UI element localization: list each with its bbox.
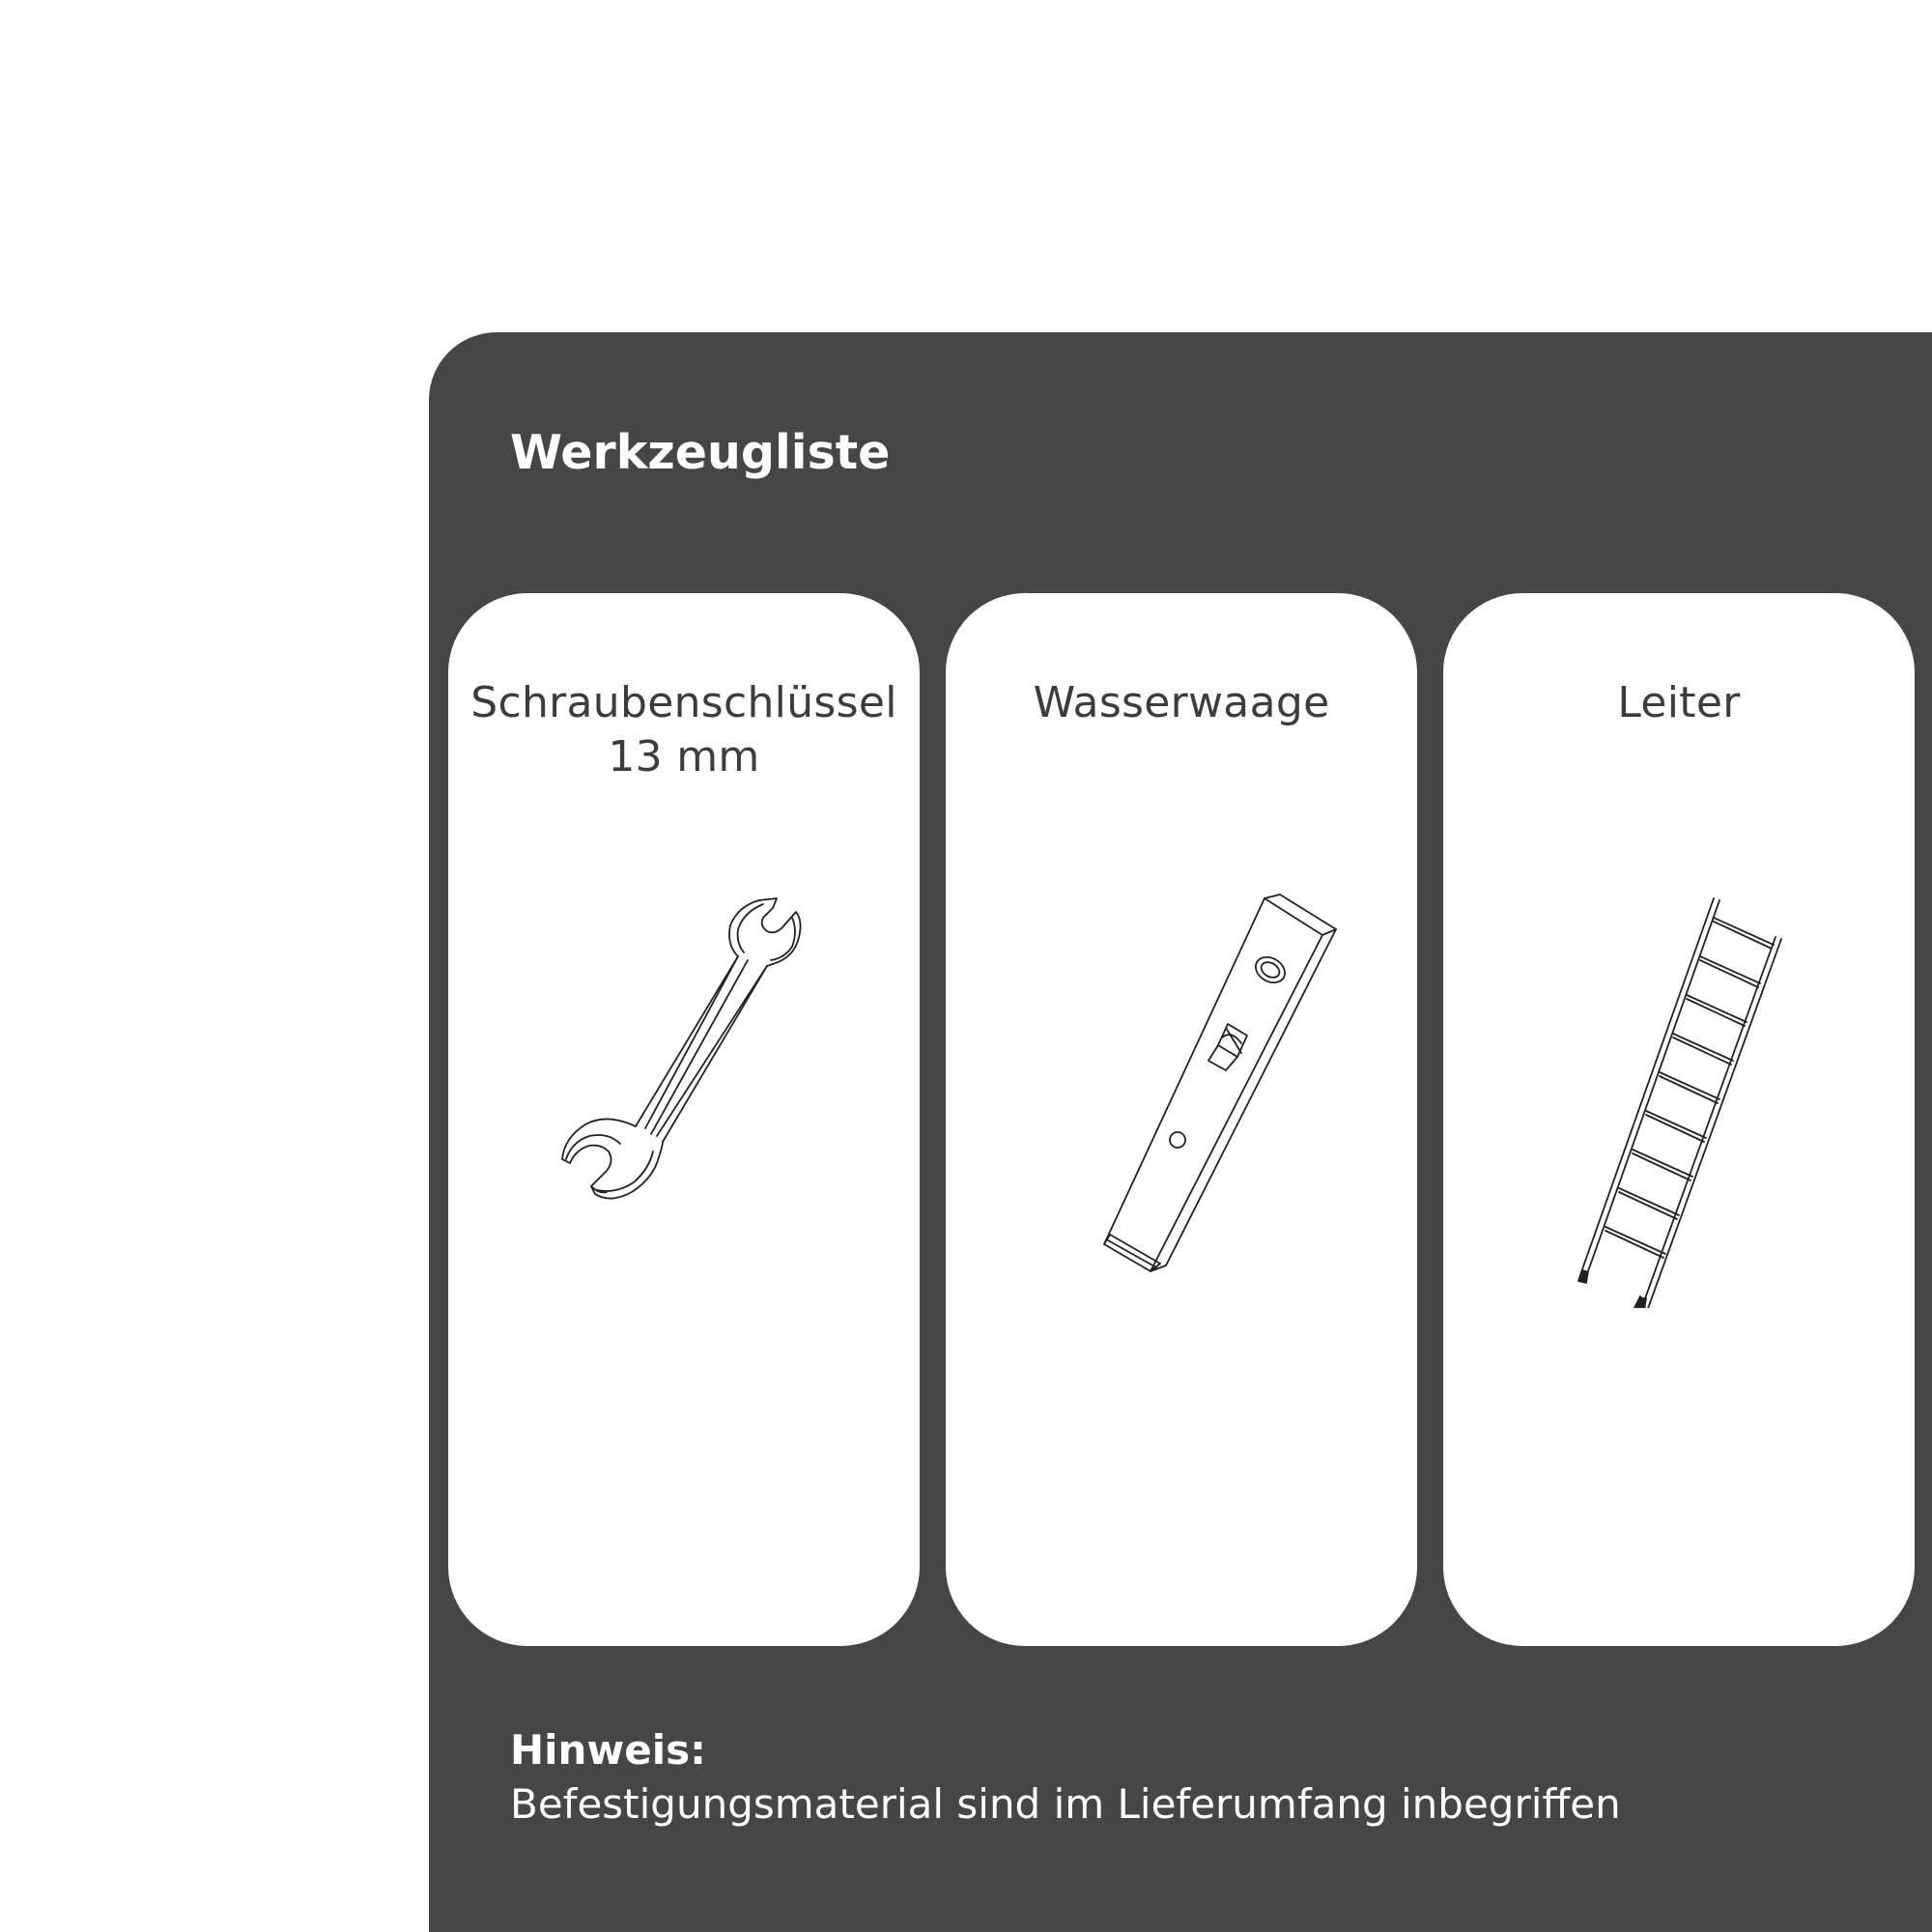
tool-card-spirit-level (946, 593, 1417, 1646)
ladder-icon (1486, 883, 1872, 1308)
tool-label: Leiter (1617, 678, 1741, 727)
note-section (510, 1723, 1621, 1832)
tool-label: Wasserwaage (1033, 678, 1330, 727)
tool-list-panel (429, 332, 1932, 1932)
tool-label: Schraubenschlüssel 13 mm (470, 678, 897, 781)
tool-card-ladder (1443, 593, 1915, 1646)
panel-title: Werkzeugliste (510, 425, 891, 480)
note-title: Hinweis: (510, 1726, 706, 1774)
wrench-icon (491, 883, 877, 1308)
note-text: Befestigungsmaterial sind im Lieferumfang inbegriffen (510, 1780, 1621, 1828)
tool-card-wrench (448, 593, 920, 1646)
spirit-level-icon (988, 883, 1375, 1308)
